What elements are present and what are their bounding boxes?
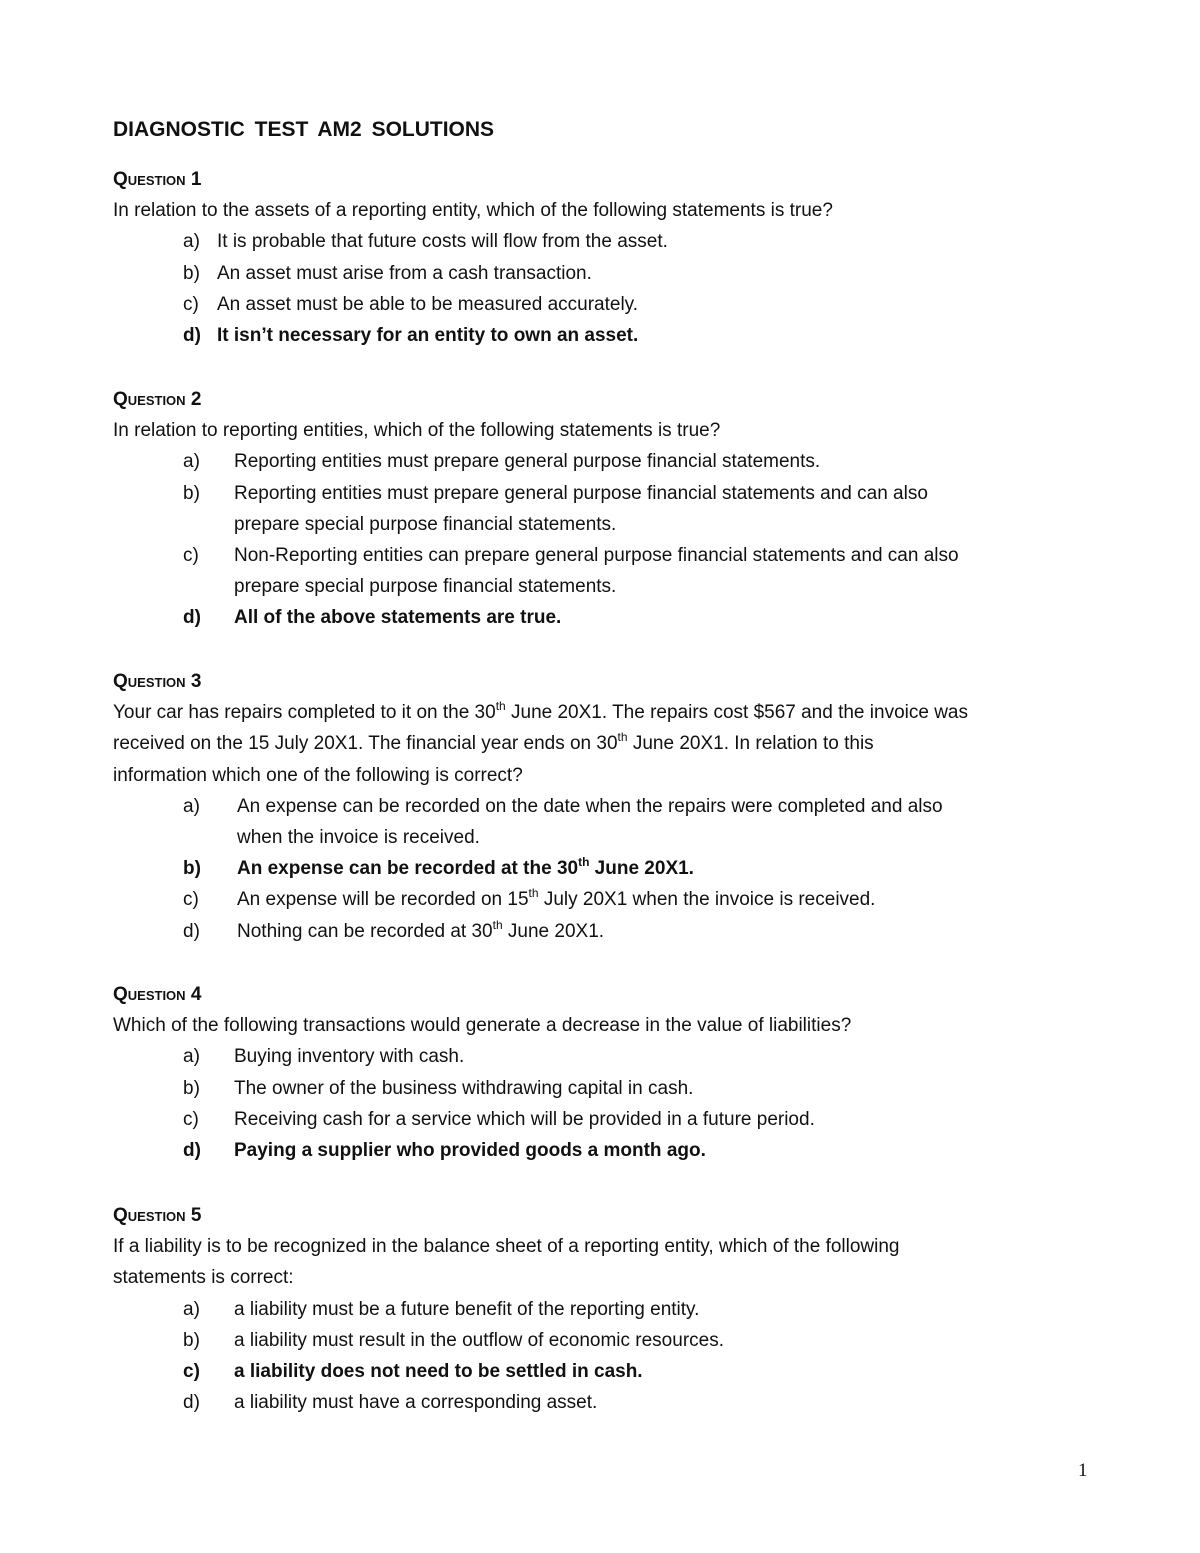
text-segment: It is probable that future costs will flow from the asset. xyxy=(217,231,668,253)
text-segment: Reporting entities must prepare general purpose financial statements. xyxy=(234,451,821,473)
text-segment: statements is correct: xyxy=(113,1267,294,1289)
option-letter: c) xyxy=(183,889,199,911)
text-segment: In relation to reporting entities, which of the following statements is true? xyxy=(113,420,721,442)
text-segment: received on the 15 July 20X1. The financial year ends on 30 xyxy=(113,733,618,755)
option-letter: b) xyxy=(183,1329,200,1351)
text-segment: June 20X1. xyxy=(502,920,605,942)
option-text-line xyxy=(234,513,616,537)
option-text-line xyxy=(234,544,959,568)
option-letter: b) xyxy=(183,858,201,880)
option-letter: a) xyxy=(183,795,200,817)
option-text-line xyxy=(234,450,820,474)
option-text-line xyxy=(217,324,638,348)
text-segment: a liability must have a corresponding asset. xyxy=(234,1392,598,1414)
text-segment: Non-Reporting entities can prepare general purpose financial statements and can also xyxy=(234,545,959,566)
question-label: Question 4 xyxy=(113,984,202,1005)
text-segment: Which of the following transactions would generate a decrease in the value of liabilities? xyxy=(113,1015,852,1037)
option-text-line xyxy=(217,262,592,286)
option-text-line xyxy=(234,575,616,599)
text-segment: June 20X1. The repairs cost $567 and the invoice was xyxy=(505,702,968,724)
option-text-line xyxy=(234,482,928,506)
option-letter: d) xyxy=(183,607,201,629)
option-text-line xyxy=(237,917,605,944)
text-segment: It isn’t necessary for an entity to own an asset. xyxy=(217,325,639,346)
question-label: Question 3 xyxy=(113,671,202,692)
option-text-line xyxy=(217,293,638,317)
superscript: th xyxy=(492,917,503,932)
option-text-line xyxy=(234,1139,706,1163)
superscript: th xyxy=(528,886,539,901)
superscript: th xyxy=(617,730,628,745)
option-text-line xyxy=(234,606,561,630)
text-segment: If a liability is to be recognized in the balance sheet of a reporting entity, which of the following xyxy=(113,1236,900,1258)
text-segment: An asset must arise from a cash transaction. xyxy=(217,262,592,284)
option-letter: a) xyxy=(183,1046,200,1068)
question-label: Question 5 xyxy=(113,1205,202,1226)
question-text-line xyxy=(113,701,968,725)
option-text-line xyxy=(234,1045,464,1069)
option-text-line xyxy=(234,1329,724,1353)
option-letter: c) xyxy=(183,293,199,315)
option-letter: c) xyxy=(183,545,199,566)
text-segment: a liability must be a future benefit of the reporting entity. xyxy=(234,1298,700,1320)
option-text-line xyxy=(234,1108,815,1132)
text-segment: June 20X1. xyxy=(589,858,694,880)
option-text-line xyxy=(234,1391,597,1415)
question-text-line xyxy=(113,1014,851,1038)
text-segment: An asset must be able to be measured accurately. xyxy=(217,293,639,315)
option-text-line xyxy=(237,888,875,912)
text-segment: Nothing can be recorded at 30 xyxy=(237,920,493,942)
text-segment: a liability does not need to be settled in cash. xyxy=(234,1361,643,1382)
option-letter: d) xyxy=(183,325,201,346)
text-segment: Receiving cash for a service which will be provided in a future period. xyxy=(234,1108,815,1130)
option-letter: a) xyxy=(183,451,200,473)
option-text-line xyxy=(237,826,480,850)
document-title: DIAGNOSTIC TEST AM2 SOLUTIONS xyxy=(113,118,495,141)
option-text-line xyxy=(217,230,668,254)
option-text-line xyxy=(234,1360,643,1384)
question-text-line xyxy=(113,1235,900,1259)
option-letter: c) xyxy=(183,1361,200,1382)
option-letter: b) xyxy=(183,1077,200,1099)
option-letter: d) xyxy=(183,1392,200,1414)
text-segment: July 20X1 when the invoice is received. xyxy=(538,889,876,911)
text-segment: information which one of the following is correct? xyxy=(113,764,523,786)
text-segment: Paying a supplier who provided goods a month ago. xyxy=(234,1140,706,1161)
option-letter: b) xyxy=(183,262,200,284)
text-segment: prepare special purpose financial statements. xyxy=(234,513,617,535)
text-segment: prepare special purpose financial statements. xyxy=(234,576,617,598)
text-segment: when the invoice is received. xyxy=(237,827,480,848)
option-text-line xyxy=(237,795,943,819)
question-text-line xyxy=(113,732,874,756)
text-segment: An expense will be recorded on 15 xyxy=(237,889,529,911)
text-segment: Reporting entities must prepare general purpose financial statements and can also xyxy=(234,482,928,504)
option-text-line xyxy=(234,1077,693,1101)
text-segment: The owner of the business withdrawing capital in cash. xyxy=(234,1077,694,1099)
text-segment: All of the above statements are true. xyxy=(234,607,562,629)
superscript: th xyxy=(495,699,506,714)
option-letter: c) xyxy=(183,1108,199,1130)
question-label: Question 2 xyxy=(113,389,202,410)
option-letter: a) xyxy=(183,1298,200,1320)
question-text-line xyxy=(113,419,720,443)
question-text-line xyxy=(113,1266,294,1290)
text-segment: June 20X1. In relation to this xyxy=(627,733,874,755)
question-text-line xyxy=(113,199,833,223)
superscript: th xyxy=(578,855,590,870)
option-letter: d) xyxy=(183,1140,201,1161)
question-text-line xyxy=(113,764,523,788)
text-segment: An expense can be recorded at the 30 xyxy=(237,858,579,880)
option-letter: b) xyxy=(183,482,200,504)
option-text-line xyxy=(237,857,694,881)
text-segment: An expense can be recorded on the date when the repairs were completed and also xyxy=(237,795,943,817)
option-letter: a) xyxy=(183,231,200,253)
page-number: 1 xyxy=(1078,1460,1088,1481)
text-segment: Your car has repairs completed to it on the 30 xyxy=(113,702,496,724)
text-segment: In relation to the assets of a reporting entity, which of the following statements is true? xyxy=(113,200,833,222)
text-segment: a liability must result in the outflow of economic resources. xyxy=(234,1329,724,1351)
option-text-line xyxy=(234,1298,699,1322)
question-label: Question 1 xyxy=(113,169,202,190)
option-letter: d) xyxy=(183,920,200,942)
text-segment: Buying inventory with cash. xyxy=(234,1046,465,1068)
